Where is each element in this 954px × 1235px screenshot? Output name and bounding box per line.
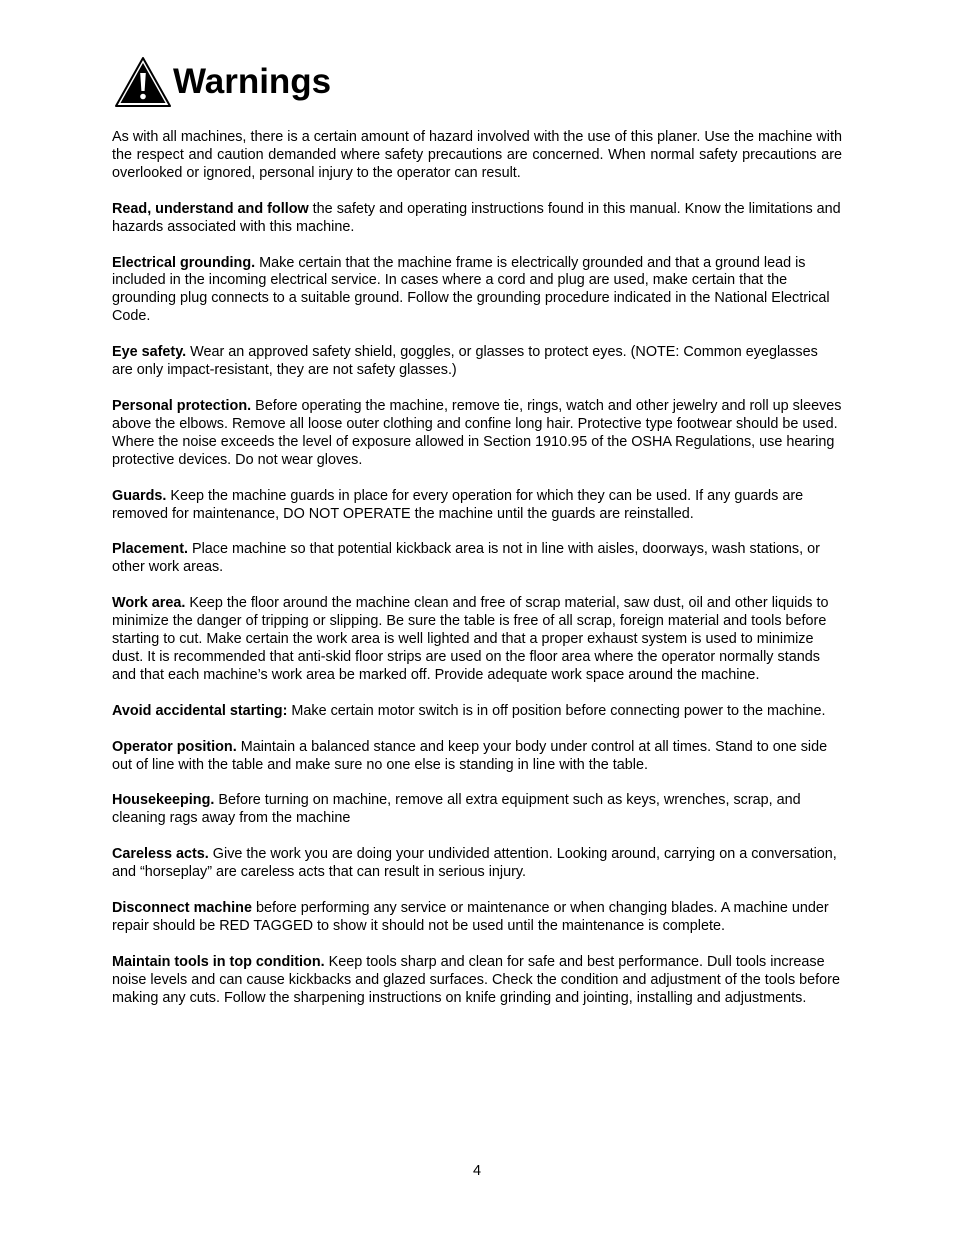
warning-paragraph <box>112 703 842 721</box>
warning-lead: Maintain tools in top condition. <box>112 953 325 970</box>
warnings-content <box>112 129 842 1026</box>
warning-paragraph <box>112 900 842 936</box>
warning-text: Maintain a balanced stance and keep your body under control at all times. Stand to one side out of line with the table and make sure no one else is standing in line with the table. <box>112 738 828 773</box>
warning-text: Make certain that the machine frame is electrically grounded and that a ground lead is included in the incoming electrical service. In cases where a cord and plug are used, make certain that the grounding plug connects to a suitable ground. Follow the grounding procedure indicated in the National Electrical Code. <box>112 254 830 325</box>
warning-paragraph <box>112 541 842 577</box>
warning-text: before performing any service or maintenance or when changing blades. A machine under repair should be RED TAGGED to show it should not be used until the maintenance is complete. <box>112 900 829 934</box>
warning-paragraph <box>112 792 842 828</box>
warning-triangle-icon <box>114 56 172 108</box>
warning-paragraph <box>112 595 842 685</box>
warning-lead: Electrical grounding. <box>112 254 256 271</box>
warning-text: the safety and operating instructions found in this manual. Know the limitations and hazards associated with this machine. <box>112 200 841 235</box>
warning-lead: Placement. <box>112 541 188 558</box>
warning-lead: Guards. <box>112 487 167 504</box>
warning-lead: Avoid accidental starting: <box>112 702 288 719</box>
warning-paragraph <box>112 954 842 1008</box>
warning-paragraph <box>112 739 842 775</box>
warning-text: Keep the floor around the machine clean and free of scrap material, saw dust, oil and other liquids to minimize the danger of tripping or slipping. Be sure the table is free of all scrap, foreign material and tools before starting to cut. Make certain the work area is well lighted and that a proper exhaust system is used to minimize dust. It is recommended that anti-skid floor strips are used on the floor area where the operator normally stands and that each machine’s work area be marked off. Provide adequate work space around the machine. <box>112 595 829 683</box>
warning-lead: Operator position. <box>112 738 237 755</box>
warning-lead: Housekeeping. <box>112 792 215 809</box>
warning-paragraph <box>112 201 842 237</box>
warning-lead: Work area. <box>112 595 186 612</box>
page-number: 4 <box>472 1163 481 1179</box>
page-title: Warnings <box>173 62 332 101</box>
warning-paragraph <box>112 488 842 524</box>
warning-paragraph <box>112 846 842 882</box>
warning-paragraph <box>112 344 842 380</box>
warning-text: Before operating the machine, remove tie, rings, watch and other jewelry and roll up sleeves above the elbows. Remove all loose outer clothing and confine long hair. Protective type footwear should be used. Where the noise exceeds the level of exposure allowed in Section 1910.95 of the OSHA Regulations, use hearing protective devices. Do not wear gloves. <box>112 397 842 468</box>
warning-lead: Personal protection. <box>112 397 252 414</box>
warning-text: Before turning on machine, remove all extra equipment such as keys, wrenches, scrap, and cleaning rags away from the machine <box>112 792 801 827</box>
warning-paragraph <box>112 398 842 470</box>
warning-text: Keep the machine guards in place for every operation for which they can be used. If any guards are removed for maintenance, DO NOT OPERATE the machine until the guards are reinstalled. <box>112 487 804 522</box>
warning-text: Place machine so that potential kickback area is not in line with aisles, doorways, wash stations, or other work areas. <box>112 541 820 576</box>
warning-text: Give the work you are doing your undivided attention. Looking around, carrying on a conversation, and “horseplay” are careless acts that can result in serious injury. <box>112 846 837 881</box>
warning-lead: Careless acts. <box>112 846 209 863</box>
warning-sections <box>112 201 842 1008</box>
warning-lead: Read, understand and follow <box>112 200 309 217</box>
warning-text: Wear an approved safety shield, goggles, or glasses to protect eyes. (NOTE: Common eyeglasses are only impact-resistant, they are not safety glasses.) <box>112 344 818 379</box>
warning-text: Keep tools sharp and clean for safe and best performance. Dull tools increase noise levels and can cause kickbacks and glazed surfaces. Check the condition and adjustment of the tools before making any cuts. Follow the sharpening instructions on knife grinding and jointing, installing and adjustments. <box>112 953 840 1006</box>
warning-paragraph <box>112 255 842 327</box>
warning-text: Make certain motor switch is in off position before connecting power to the machine. <box>287 702 826 719</box>
warning-lead: Eye safety. <box>112 344 187 361</box>
page-header <box>114 56 331 108</box>
intro-paragraph: As with all machines, there is a certain amount of hazard involved with the use of this planer. Use the machine with the respect and caution demanded where safety precautions are concerned. When normal safety precautions are overlooked or ignored, personal injury to the operator can result. <box>112 129 842 181</box>
warning-lead: Disconnect machine <box>112 900 252 917</box>
